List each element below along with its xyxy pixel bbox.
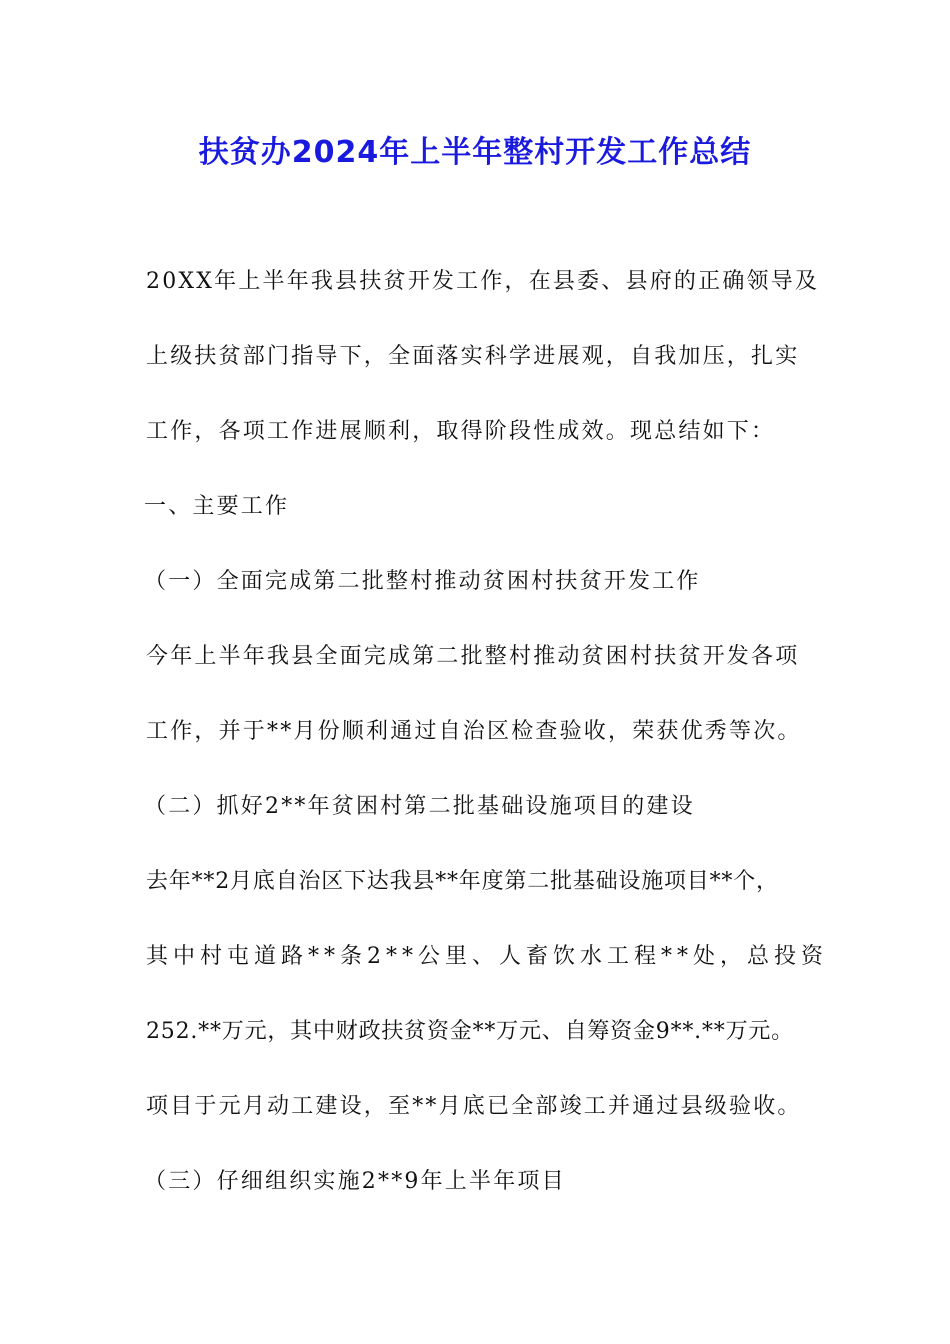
paragraph-line: 其中村屯道路**条2**公里、人畜饮水工程**处，总投资 xyxy=(146,944,828,969)
paragraph-line: 252.**万元，其中财政扶贫资金**万元、自筹资金9**.**万元。 xyxy=(146,1019,794,1044)
section-heading: 一、主要工作 xyxy=(144,494,290,519)
paragraph-line: 去年**2月底自治区下达我县**年度第二批基础设施项目**个， xyxy=(146,869,779,894)
subsection-heading: （一）全面完成第二批整村推动贫困村扶贫开发工作 xyxy=(144,569,701,594)
paragraph-line: 今年上半年我县全面完成第二批整村推动贫困村扶贫开发各项 xyxy=(146,644,800,669)
paragraph-line: 工作，并于**月份顺利通过自治区检查验收，荣获优秀等次。 xyxy=(146,719,802,744)
paragraph-line: 20XX年上半年我县扶贫开发工作，在县委、县府的正确领导及 xyxy=(146,269,820,294)
document-title: 扶贫办2024年上半年整村开发工作总结 xyxy=(198,135,752,170)
subsection-heading: （二）抓好2**年贫困村第二批基础设施项目的建设 xyxy=(144,794,695,819)
subsection-heading: （三）仔细组织实施2**9年上半年项目 xyxy=(144,1169,566,1194)
paragraph-line: 项目于元月动工建设，至**月底已全部竣工并通过县级验收。 xyxy=(146,1094,802,1119)
paragraph-line: 工作，各项工作进展顺利，取得阶段性成效。现总结如下： xyxy=(146,419,776,444)
paragraph-line: 上级扶贫部门指导下，全面落实科学进展观，自我加压，扎实 xyxy=(146,344,800,369)
